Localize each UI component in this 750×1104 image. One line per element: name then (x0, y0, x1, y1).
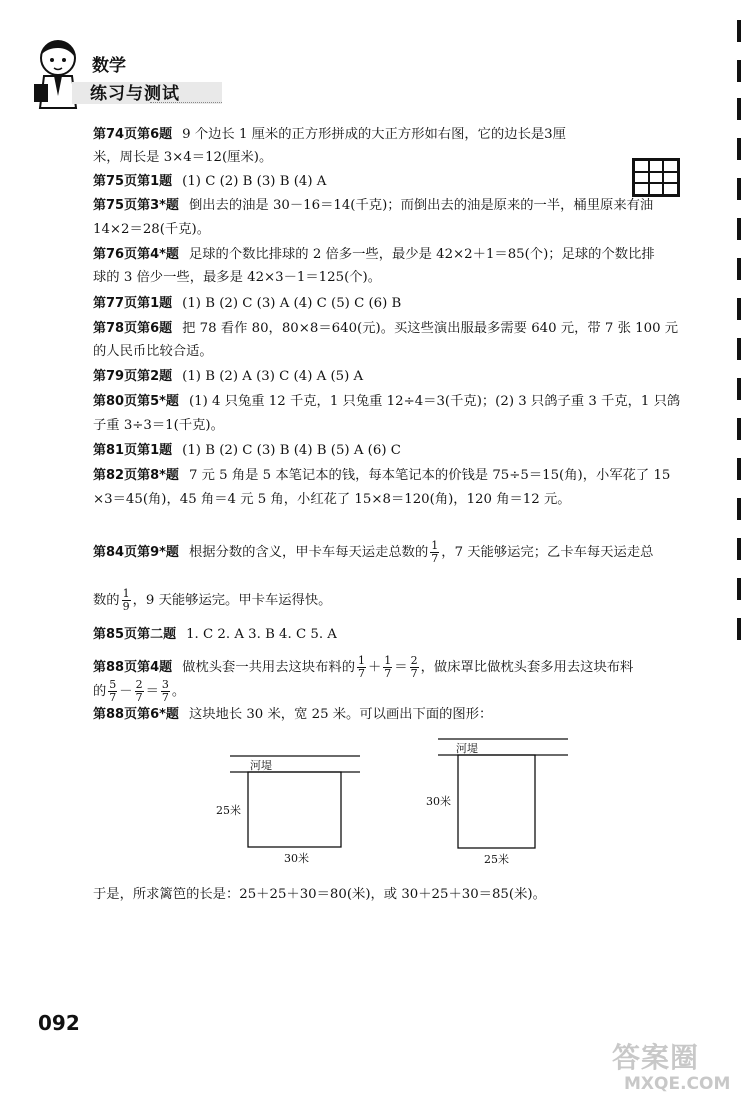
answer-p82-q8: 第82页第8*题 7 元 5 角是 5 本笔记本的钱，每本笔记本的价钱是 75÷5＝15(角)，小军花了 15 (93, 468, 671, 483)
fraction: $\frac{5}{7}$ (109, 678, 117, 704)
question-label: 第88页第4题 (93, 660, 173, 675)
answer-p74-q6: 第74页第6题 9 个边长 1 厘米的正方形拼成的大正方形如右图，它的边长是3厘 (93, 127, 566, 142)
question-label: 第84页第9*题 (93, 545, 179, 560)
answer-p80-q5: 第80页第5*题 (1) 4 只兔重 12 千克，1 只兔重 12÷4＝3(千克)；(2) 3 只鸽子重 3 千克，1 只鸽 (93, 394, 681, 409)
subject-title: 数学 (92, 56, 126, 76)
watermark-url: MXQE.COM (624, 1074, 731, 1094)
answer-p78-q6: 第78页第6题 把 78 看作 80，80×8＝640(元)。买这些演出服最多需要 640 元，带 7 张 100 元 (93, 321, 679, 336)
question-label: 第79页第2题 (93, 369, 173, 384)
square-grid-figure (632, 158, 680, 197)
side-length-label: 30米 (426, 795, 451, 808)
answer-p76-q4-cont: 球的 3 倍少一些，最多是 42×3－1＝125(个)。 (93, 270, 382, 285)
answer-p82-q8-cont: ×3＝45(角)，45 角＝4 元 5 角，小红花了 15×8＝120(角)，120 角＝12 元。 (93, 492, 571, 507)
fraction-one-seventh: $\frac{1}{7}$ (431, 539, 439, 565)
question-label: 第74页第6题 (93, 127, 173, 142)
answer-p75-q3: 第75页第3*题 倒出去的油是 30－16＝14(千克)；而倒出去的油是原来的一半，桶里原来有油 (93, 198, 654, 213)
answer-p84-q9-cont: 数的 $\frac{1}{9}$ ，9 天能够运完。甲卡车运得快。 (93, 587, 332, 613)
page-number: 092 (38, 1011, 80, 1035)
fence-diagram-left (210, 750, 380, 870)
answer-p88-q4-cont: 的 $\frac{5}{7}$ － $\frac{2}{7}$ ＝ $\frac{3}{7}$ 。 (93, 678, 186, 704)
question-label: 第75页第1题 (93, 174, 173, 189)
question-label: 第81页第1题 (93, 443, 173, 458)
question-label: 第80页第5*题 (93, 394, 179, 409)
answer-p84-q9: 第84页第9*题 根据分数的含义，甲卡车每天运走总数的 $\frac{1}{7}$ ，7 天能够运完；乙卡车每天运走总 (93, 539, 654, 565)
answer-p79-q2: 第79页第2题 (1) B (2) A (3) C (4) A (5) A (93, 369, 364, 384)
conclusion-text: 于是，所求篱笆的长是：25＋25＋30＝80(米)，或 30＋25＋30＝85(米)。 (93, 887, 546, 902)
side-length-label: 25米 (216, 804, 241, 817)
answer-p75-q1: 第75页第1题 (1) C (2) B (3) B (4) A (93, 174, 327, 189)
answer-p85-q2: 第85页第二题 1. C 2. A 3. B 4. C 5. A (93, 627, 337, 642)
watermark-logo: 答案圈 (612, 1041, 700, 1074)
bottom-length-label: 30米 (284, 852, 309, 865)
question-label: 第88页第6*题 (93, 707, 179, 722)
question-label: 第75页第3*题 (93, 198, 179, 213)
answer-p88-q6: 第88页第6*题 这块地长 30 米，宽 25 米。可以画出下面的图形： (93, 707, 493, 722)
fence-diagram-right (418, 733, 578, 868)
fraction: $\frac{3}{7}$ (161, 678, 169, 704)
question-label: 第85页第二题 (93, 627, 177, 642)
question-label: 第82页第8*题 (93, 468, 179, 483)
dike-label: 河堤 (456, 742, 478, 755)
answer-p78-q6-cont: 的人民币比较合适。 (93, 344, 213, 359)
answer-p88-q4: 第88页第4题 做枕头套一共用去这块布料的 $\frac{1}{7}$ ＋ $\frac{1}{7}$ ＝ $\frac{2}{7}$ ，做床罩比做枕头套多用去这块布料 (93, 654, 634, 680)
fraction: $\frac{2}{7}$ (410, 654, 418, 680)
question-label: 第76页第4*题 (93, 247, 179, 262)
question-label: 第77页第1题 (93, 296, 173, 311)
book-title: 练习与测试 (90, 84, 180, 104)
dike-label: 河堤 (250, 759, 272, 772)
answer-p81-q1: 第81页第1题 (1) B (2) C (3) B (4) B (5) A (6) C (93, 443, 401, 458)
fraction-one-ninth: $\frac{1}{9}$ (122, 587, 130, 613)
answer-p77-q1: 第77页第1题 (1) B (2) C (3) A (4) C (5) C (6) B (93, 296, 402, 311)
answer-p80-q5-cont: 子重 3÷3＝1(千克)。 (93, 418, 224, 433)
answer-p74-q6-cont: 米，周长是 3×4＝12(厘米)。 (93, 150, 273, 165)
question-label: 第78页第6题 (93, 321, 173, 336)
fraction: $\frac{1}{7}$ (384, 654, 392, 680)
bottom-length-label: 25米 (484, 853, 509, 866)
answer-p75-q3-cont: 14×2＝28(千克)。 (93, 222, 211, 237)
fraction: $\frac{1}{7}$ (358, 654, 365, 680)
fraction: $\frac{2}{7}$ (135, 678, 143, 704)
answer-p76-q4: 第76页第4*题 足球的个数比排球的 2 倍多一些，最少是 42×2＋1＝85(个)；足球的个数比排 (93, 247, 655, 262)
